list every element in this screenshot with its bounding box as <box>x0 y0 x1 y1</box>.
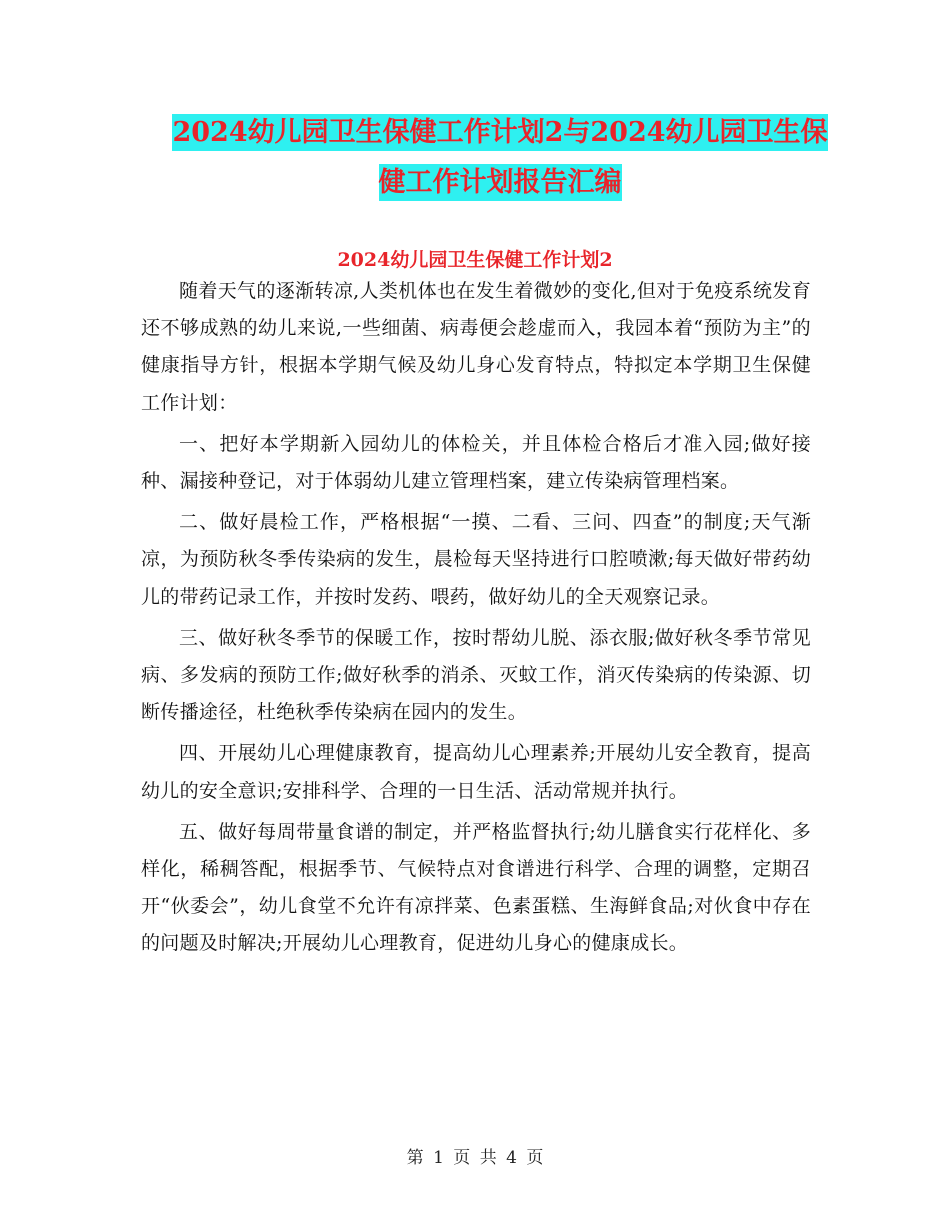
document-body <box>141 273 811 963</box>
paragraph-5: 五、做好每周带量食谱的制定，并严格监督执行;幼儿膳食实行花样化、多样化，稀稠答配，根据季节、气候特点对食谱进行科学、合理的调整，定期召开“伙委会”，幼儿食堂不允许有凉拌菜、色素蛋糕、生海鲜食品;对伙食中存在的问题及时解决;开展幼儿心理教育，促进幼儿身心的健康成长。 <box>141 820 811 955</box>
section-title: 2024幼儿园卫生保健工作计划2 <box>337 249 613 271</box>
paragraph-1: 一、把好本学期新入园幼儿的体检关，并且体检合格后才准入园;做好接种、漏接种登记，对于体弱幼儿建立管理档案，建立传染病管理档案。 <box>141 432 811 493</box>
paragraph-2: 二、做好晨检工作，严格根据“一摸、二看、三问、四查”的制度;天气渐凉，为预防秋冬季传染病的发生，晨检每天坚持进行口腔喷漱;每天做好带药幼儿的带药记录工作，并按时发药、喂药，做好幼儿的全天观察记录。 <box>141 511 811 608</box>
page-number-footer: 第 1 页 共 4 页 <box>406 1148 544 1168</box>
document-title-line-1: 2024幼儿园卫生保健工作计划2与2024幼儿园卫生保 <box>172 114 827 151</box>
paragraph-3: 三、做好秋冬季节的保暖工作，按时帮幼儿脱、添衣服;做好秋冬季节常见病、多发病的预防工作;做好秋季的消杀、灭蚊工作，消灭传染病的传染源、切断传播途径，杜绝秋季传染病在园内的发生。 <box>141 626 811 724</box>
paragraph-intro: 随着天气的逐渐转凉,人类机体也在发生着微妙的变化,但对于免疫系统发育还不够成熟的幼儿来说,一些细菌、病毒便会趁虚而入，我园本着“预防为主”的健康指导方针，根据本学期气候及幼儿身心发育特点，特拟定本学期卫生保健工作计划： <box>141 280 811 414</box>
document-title <box>150 108 850 208</box>
paragraph-4: 四、开展幼儿心理健康教育，提高幼儿心理素养;开展幼儿安全教育，提高幼儿的安全意识;安排科学、合理的一日生活、活动常规并执行。 <box>141 742 811 802</box>
document-title-line-2: 健工作计划报告汇编 <box>379 164 622 201</box>
